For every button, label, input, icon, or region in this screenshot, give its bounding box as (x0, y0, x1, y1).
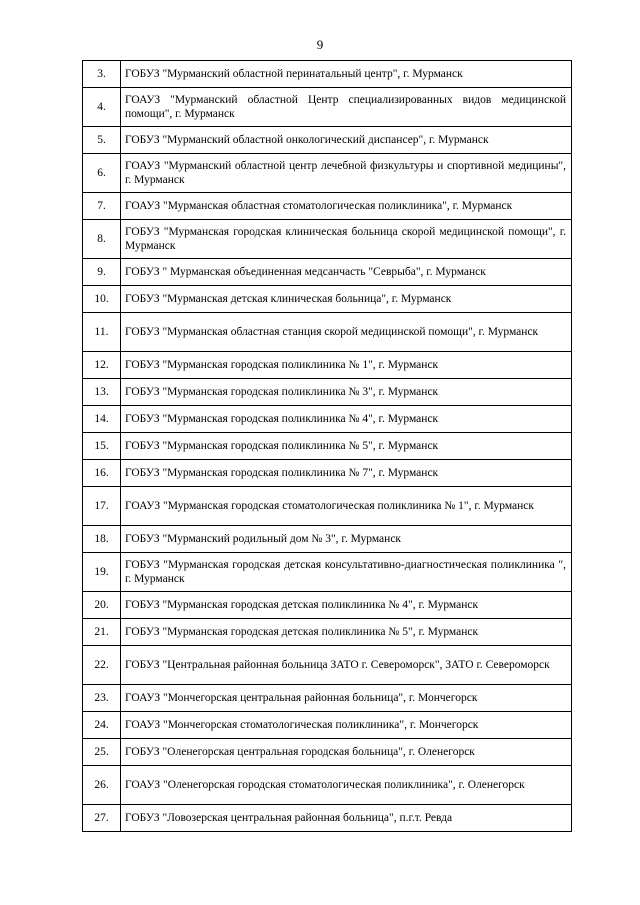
table-row (83, 193, 572, 220)
table-row (83, 127, 572, 154)
row-number: 16. (83, 460, 121, 487)
institution-name: ГОБУЗ "Центральная районная больница ЗАТО г. Североморск", ЗАТО г. Североморск (121, 646, 572, 685)
institution-name: ГОБУЗ "Мурманская детская клиническая больница", г. Мурманск (121, 286, 572, 313)
row-number: 4. (83, 88, 121, 127)
institution-name: ГОБУЗ "Ловозерская центральная районная больница", п.г.т. Ревда (121, 805, 572, 832)
row-number: 9. (83, 259, 121, 286)
institution-name: ГОБУЗ "Мурманская городская детская поликлиника № 4", г. Мурманск (121, 592, 572, 619)
table-row (83, 259, 572, 286)
institution-name: ГОБУЗ " Мурманская объединенная медсанчасть "Севрыба", г. Мурманск (121, 259, 572, 286)
table-row (83, 406, 572, 433)
table-row (83, 766, 572, 805)
row-number: 13. (83, 379, 121, 406)
row-number: 23. (83, 685, 121, 712)
table-row (83, 592, 572, 619)
row-number: 3. (83, 61, 121, 88)
table-row (83, 646, 572, 685)
table-row (83, 352, 572, 379)
institution-name: ГОБУЗ "Мурманская областная станция скорой медицинской помощи", г. Мурманск (121, 313, 572, 352)
row-number: 6. (83, 154, 121, 193)
row-number: 8. (83, 220, 121, 259)
institution-name: ГОАУЗ "Оленегорская городская стоматологическая поликлиника", г. Оленегорск (121, 766, 572, 805)
institution-name: ГОБУЗ "Оленегорская центральная городская больница", г. Оленегорск (121, 739, 572, 766)
table-row (83, 433, 572, 460)
row-number: 26. (83, 766, 121, 805)
institution-name: ГОАУЗ "Мончегорская центральная районная больница", г. Мончегорск (121, 685, 572, 712)
row-number: 5. (83, 127, 121, 154)
institution-name: ГОБУЗ "Мурманская городская поликлиника № 5", г. Мурманск (121, 433, 572, 460)
institution-name: ГОАУЗ "Мурманский областной центр лечебной физкультуры и спортивной медицины", г. Мурманск (121, 154, 572, 193)
institution-name: ГОАУЗ "Мурманская областная стоматологическая поликлиника", г. Мурманск (121, 193, 572, 220)
row-number: 18. (83, 526, 121, 553)
row-number: 11. (83, 313, 121, 352)
row-number: 19. (83, 553, 121, 592)
institution-name: ГОБУЗ "Мурманская городская поликлиника № 1", г. Мурманск (121, 352, 572, 379)
row-number: 15. (83, 433, 121, 460)
institution-name: ГОБУЗ "Мурманская городская детская поликлиника № 5", г. Мурманск (121, 619, 572, 646)
table-row (83, 739, 572, 766)
table-row (83, 805, 572, 832)
row-number: 24. (83, 712, 121, 739)
institution-name: ГОАУЗ "Мончегорская стоматологическая поликлиника", г. Мончегорск (121, 712, 572, 739)
row-number: 21. (83, 619, 121, 646)
row-number: 7. (83, 193, 121, 220)
row-number: 25. (83, 739, 121, 766)
table-row (83, 154, 572, 193)
row-number: 12. (83, 352, 121, 379)
institution-name: ГОБУЗ "Мурманская городская поликлиника № 7", г. Мурманск (121, 460, 572, 487)
table-row (83, 220, 572, 259)
table-row (83, 553, 572, 592)
institutions-table-body (83, 61, 572, 832)
row-number: 14. (83, 406, 121, 433)
table-row (83, 487, 572, 526)
table-row (83, 379, 572, 406)
page-number: 9 (316, 37, 324, 52)
table-row (83, 460, 572, 487)
row-number: 22. (83, 646, 121, 685)
table-row (83, 61, 572, 88)
row-number: 27. (83, 805, 121, 832)
row-number: 20. (83, 592, 121, 619)
row-number: 17. (83, 487, 121, 526)
row-number: 10. (83, 286, 121, 313)
table-row (83, 88, 572, 127)
institutions-table (82, 60, 572, 832)
institution-name: ГОБУЗ "Мурманский родильный дом № 3", г. Мурманск (121, 526, 572, 553)
table-row (83, 313, 572, 352)
institution-name: ГОБУЗ "Мурманский областной перинатальный центр", г. Мурманск (121, 61, 572, 88)
institution-name: ГОАУЗ "Мурманский областной Центр специализированных видов медицинской помощи", г. Мурманск (121, 88, 572, 127)
table-row (83, 619, 572, 646)
table-row (83, 685, 572, 712)
table-row (83, 286, 572, 313)
institution-name: ГОАУЗ "Мурманская городская стоматологическая поликлиника № 1", г. Мурманск (121, 487, 572, 526)
institution-name: ГОБУЗ "Мурманская городская детская консультативно-диагностическая поликлиника ", г. Мурманск (121, 553, 572, 592)
table-row (83, 526, 572, 553)
institution-name: ГОБУЗ "Мурманская городская поликлиника № 3", г. Мурманск (121, 379, 572, 406)
institution-name: ГОБУЗ "Мурманская городская клиническая больница скорой медицинской помощи", г. Мурманск (121, 220, 572, 259)
institution-name: ГОБУЗ "Мурманский областной онкологический диспансер", г. Мурманск (121, 127, 572, 154)
table-row (83, 712, 572, 739)
institution-name: ГОБУЗ "Мурманская городская поликлиника № 4", г. Мурманск (121, 406, 572, 433)
